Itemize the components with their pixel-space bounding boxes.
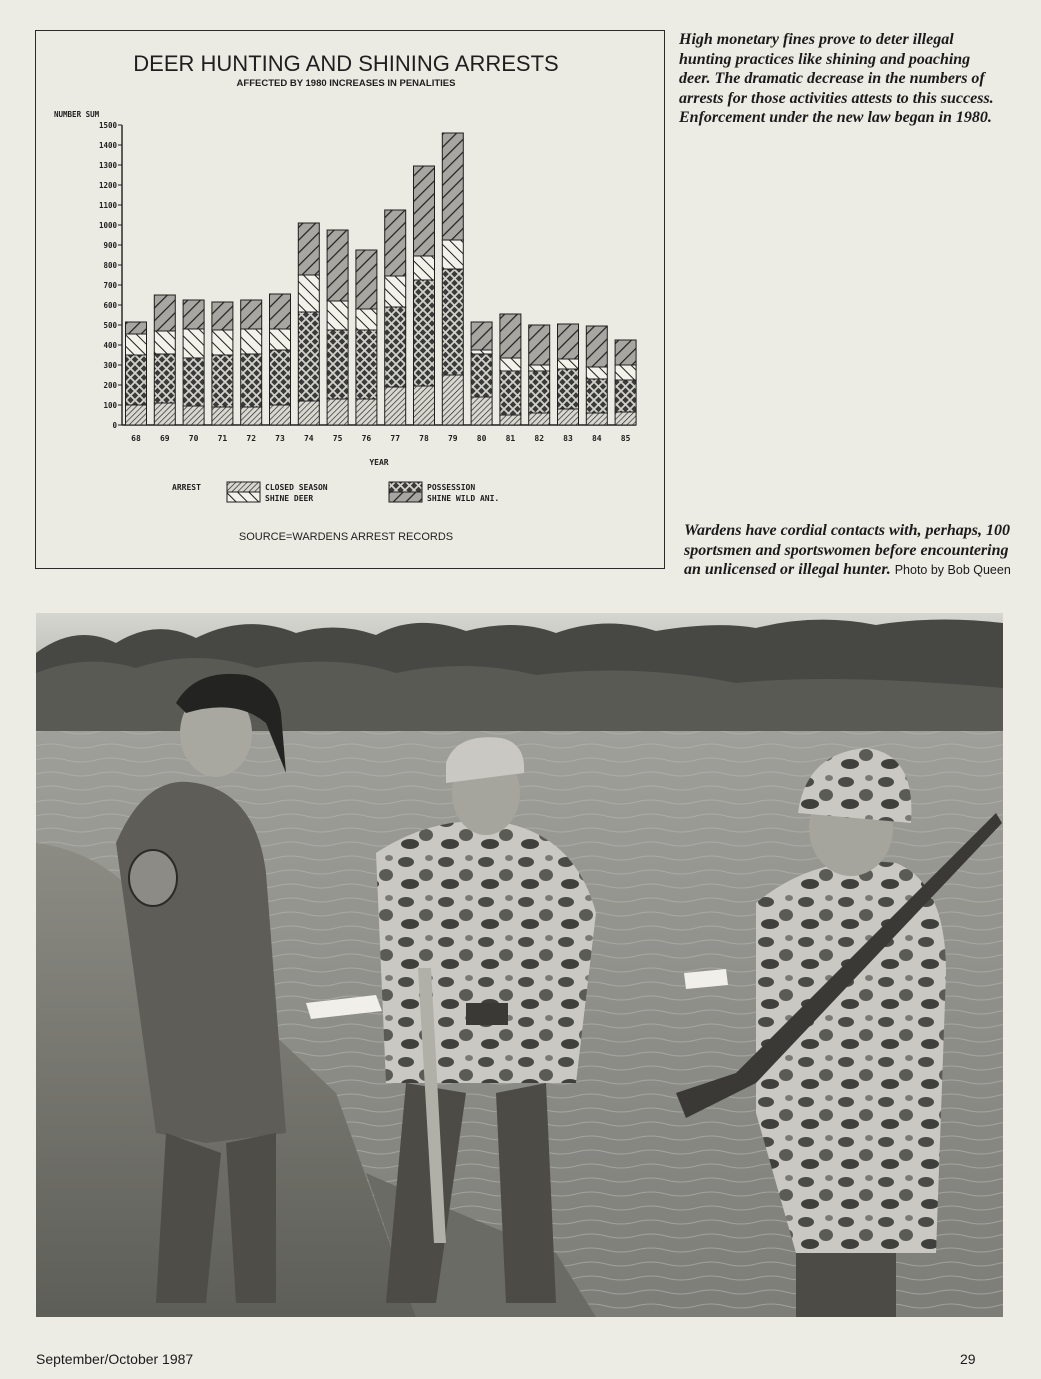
- chart-subtitle: AFFECTED BY 1980 INCREASES IN PENALITIES: [236, 78, 456, 89]
- bar-segment-shine-deer: [126, 334, 147, 355]
- x-tick-label: 68: [131, 434, 141, 443]
- legend-swatch-shine-deer: [227, 492, 260, 502]
- bar-segment-shine-deer: [385, 276, 406, 307]
- legend-label-possession: POSSESSION: [427, 483, 476, 492]
- x-tick-label: 71: [217, 434, 228, 443]
- bar-segment-shine-wild-ani: [558, 324, 579, 359]
- y-tick-label: 900: [103, 241, 117, 250]
- bar-segment-shine-wild-ani: [356, 250, 377, 309]
- y-tick-label: 200: [103, 381, 117, 390]
- bar-segment-possession: [529, 371, 550, 413]
- bar-segment-closed-season: [212, 407, 233, 425]
- bar-segment-possession: [212, 355, 233, 407]
- legend-label-shine-wild-ani: SHINE WILD ANI.: [427, 494, 500, 503]
- bar-segment-possession: [298, 312, 319, 401]
- bar-segment-shine-deer: [241, 329, 262, 354]
- y-tick-label: 1000: [98, 221, 117, 230]
- bar-segment-possession: [327, 330, 348, 399]
- legend-swatch-shine-wild-ani: [389, 492, 422, 502]
- bar-segment-shine-deer: [183, 329, 204, 358]
- x-tick-label: 85: [620, 434, 631, 443]
- warden-photo: [36, 613, 1003, 1317]
- bar-segment-closed-season: [414, 386, 435, 425]
- y-tick-label: 600: [103, 301, 117, 310]
- bar-segment-closed-season: [298, 401, 319, 425]
- bar-segment-closed-season: [183, 406, 204, 425]
- bar-segment-closed-season: [471, 397, 492, 425]
- y-tick-label: 100: [103, 401, 117, 410]
- bar-segment-shine-wild-ani: [442, 133, 463, 240]
- bar-segment-possession: [442, 269, 463, 375]
- bar-segment-shine-deer: [471, 350, 492, 354]
- photo-caption: [684, 521, 1014, 581]
- y-tick-label: 1200: [98, 181, 117, 190]
- bar-segment-shine-deer: [586, 367, 607, 379]
- bar-segment-shine-deer: [529, 365, 550, 371]
- bar-segment-closed-season: [385, 387, 406, 425]
- legend-title: ARREST: [172, 483, 201, 492]
- bar-segment-closed-season: [126, 405, 147, 425]
- x-tick-label: 72: [246, 434, 257, 443]
- bar-segment-closed-season: [615, 412, 636, 425]
- x-tick-label: 73: [275, 434, 285, 443]
- bar-segment-possession: [126, 355, 147, 405]
- bar-segment-shine-deer: [298, 275, 319, 312]
- bar-segment-shine-deer: [356, 309, 377, 330]
- legend-swatch-possession: [389, 482, 422, 492]
- x-tick-label: 83: [563, 434, 573, 443]
- bar-segment-possession: [500, 371, 521, 415]
- bar-segment-closed-season: [500, 415, 521, 425]
- bar-segment-possession: [270, 350, 291, 405]
- bar-segment-possession: [183, 358, 204, 406]
- bar-segment-closed-season: [241, 407, 262, 425]
- bar-segment-possession: [558, 369, 579, 409]
- bar-segment-shine-wild-ani: [327, 230, 348, 301]
- x-tick-label: 76: [361, 434, 372, 443]
- x-tick-label: 78: [419, 434, 429, 443]
- bar-segment-possession: [356, 330, 377, 399]
- bar-segment-shine-wild-ani: [615, 340, 636, 365]
- bar-segment-shine-wild-ani: [471, 322, 492, 350]
- chart-legend: [172, 482, 499, 503]
- bar-segment-shine-wild-ani: [586, 326, 607, 367]
- photo-caption-text: Wardens have cordial contacts with, perhaps, 100 sportsmen and sportswomen before encountering an unlicensed or illegal hunter.: [684, 522, 1010, 578]
- bar-segment-shine-deer: [270, 329, 291, 350]
- arrests-chart: [35, 30, 665, 569]
- bar-segment-shine-deer: [442, 240, 463, 269]
- x-tick-label: 75: [332, 434, 343, 443]
- bar-segment-shine-wild-ani: [154, 295, 175, 331]
- bar-segment-closed-season: [356, 399, 377, 425]
- y-tick-label: 800: [103, 261, 117, 270]
- bar-segment-shine-wild-ani: [241, 300, 262, 329]
- x-tick-label: 77: [390, 434, 401, 443]
- bar-segment-shine-wild-ani: [500, 314, 521, 358]
- bar-segment-shine-deer: [212, 330, 233, 355]
- bar-segment-possession: [154, 354, 175, 403]
- x-tick-label: 74: [303, 434, 314, 443]
- x-tick-label: 80: [476, 434, 487, 443]
- x-axis-label: YEAR: [369, 458, 389, 467]
- bar-segment-shine-wild-ani: [414, 166, 435, 256]
- bar-segment-closed-season: [558, 409, 579, 425]
- bar-segment-shine-deer: [615, 365, 636, 380]
- bar-segment-possession: [615, 380, 636, 412]
- issue-date: September/October 1987: [36, 1351, 194, 1367]
- bar-segment-shine-wild-ani: [212, 302, 233, 330]
- page-number: 29: [960, 1351, 976, 1367]
- bar-segment-shine-deer: [327, 301, 348, 330]
- bar-segment-closed-season: [529, 413, 550, 425]
- warden-photo-illustration: [36, 613, 1003, 1317]
- bar-segment-possession: [414, 280, 435, 386]
- x-tick-label: 79: [447, 434, 458, 443]
- y-tick-label: 1100: [98, 201, 117, 210]
- legend-swatch-closed-season: [227, 482, 260, 492]
- chart-source: SOURCE=WARDENS ARREST RECORDS: [238, 531, 454, 543]
- chart-title: DEER HUNTING AND SHINING ARRESTS: [133, 51, 559, 76]
- bar-segment-shine-wild-ani: [126, 322, 147, 334]
- legend-label-closed-season: CLOSED SEASON: [265, 483, 328, 492]
- y-tick-label: 0: [112, 421, 117, 430]
- bar-segment-possession: [471, 354, 492, 397]
- y-tick-label: 1400: [98, 141, 117, 150]
- legend-label-shine-deer: SHINE DEER: [265, 494, 314, 503]
- bar-segment-shine-deer: [500, 358, 521, 371]
- bar-segment-shine-wild-ani: [270, 294, 291, 329]
- bar-segment-possession: [586, 379, 607, 413]
- y-tick-label: 500: [103, 321, 117, 330]
- y-tick-label: 300: [103, 361, 117, 370]
- y-tick-label: 1500: [98, 121, 117, 130]
- y-axis-label: NUMBER SUM: [54, 110, 100, 119]
- bar-segment-shine-wild-ani: [298, 223, 319, 275]
- y-tick-label: 400: [103, 341, 117, 350]
- x-tick-label: 70: [188, 434, 199, 443]
- bar-segment-shine-deer: [414, 256, 435, 280]
- bar-segment-closed-season: [154, 403, 175, 425]
- bar-segment-shine-deer: [154, 331, 175, 354]
- y-tick-label: 700: [103, 281, 117, 290]
- bar-segment-closed-season: [442, 375, 463, 425]
- bar-segment-shine-wild-ani: [385, 210, 406, 276]
- bar-segment-possession: [385, 307, 406, 387]
- x-tick-label: 82: [534, 434, 545, 443]
- x-tick-label: 84: [591, 434, 602, 443]
- bar-segment-closed-season: [586, 413, 607, 425]
- bar-segment-closed-season: [270, 405, 291, 425]
- y-tick-label: 1300: [98, 161, 117, 170]
- chart-caption: High monetary fines prove to deter illegal hunting practices like shining and poaching deer. The dramatic decrease in the numbers of arrests for those activities attests to this success. Enforcement under the new law began in 1980.: [679, 31, 994, 126]
- bar-segment-closed-season: [327, 399, 348, 425]
- x-tick-label: 81: [505, 434, 516, 443]
- bar-segment-shine-wild-ani: [183, 300, 204, 329]
- bar-segment-shine-wild-ani: [529, 325, 550, 365]
- arrests-chart-svg: [36, 31, 666, 570]
- bars-layer: [126, 133, 637, 425]
- x-tick-label: 69: [159, 434, 170, 443]
- bar-segment-possession: [241, 354, 262, 407]
- bar-segment-shine-deer: [558, 359, 579, 369]
- photo-credit: Photo by Bob Queen: [894, 563, 1011, 577]
